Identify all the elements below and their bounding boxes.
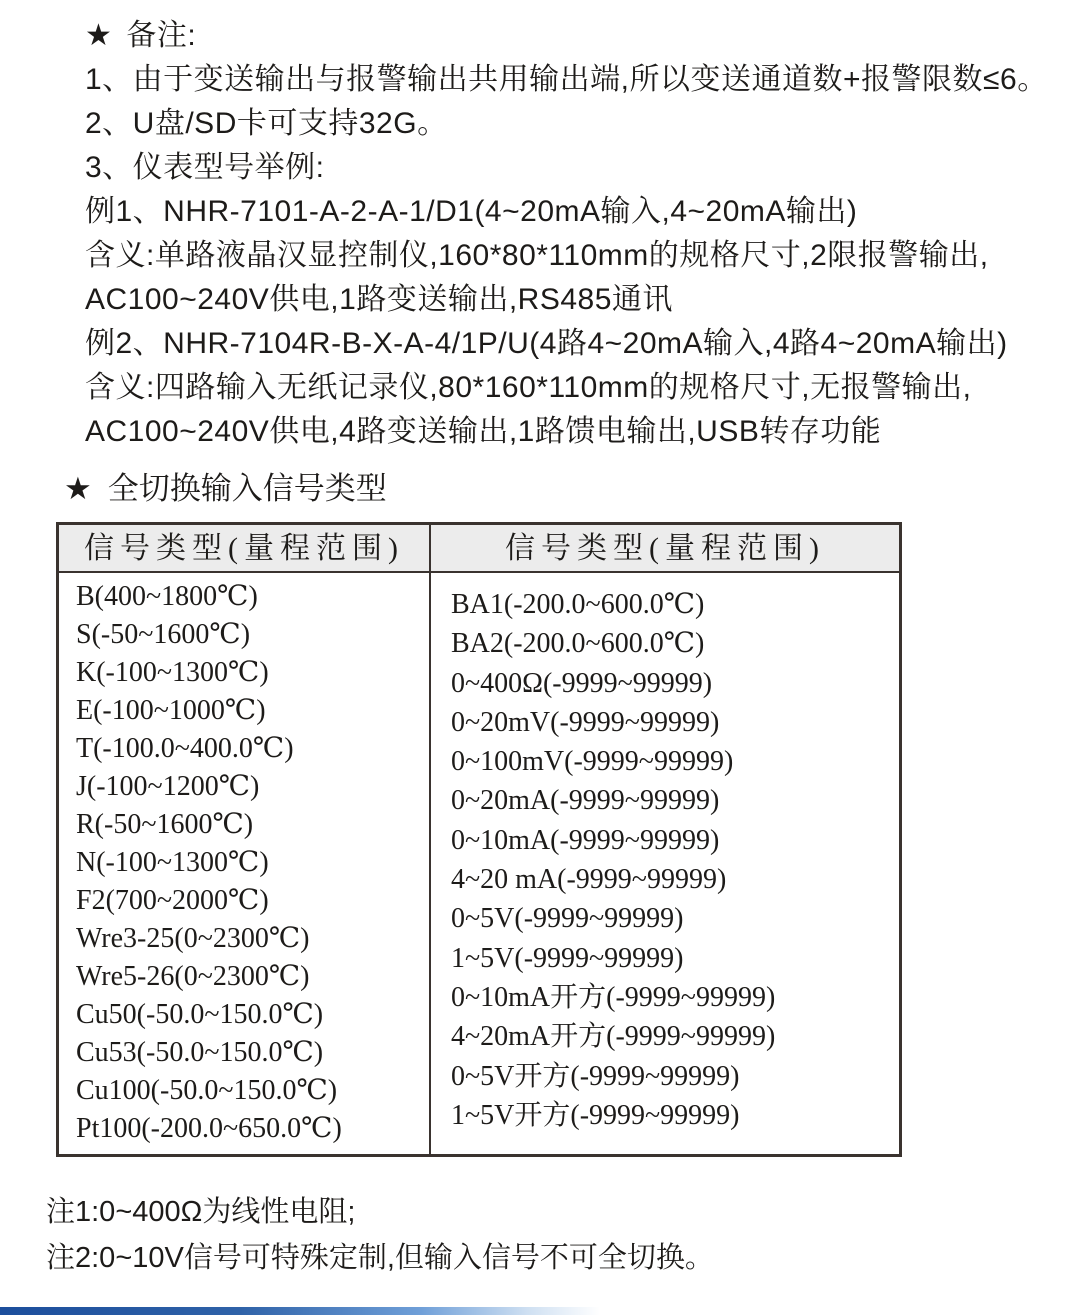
star-icon: ★	[85, 19, 113, 52]
table-row: 1~5V(-9999~99999)	[451, 942, 684, 974]
table-row: F2(700~2000℃)	[76, 885, 269, 916]
table-row: N(-100~1300℃)	[76, 847, 269, 878]
table-row: 0~400Ω(-9999~99999)	[451, 667, 713, 699]
table-header-row	[59, 525, 899, 573]
table-row: BA2(-200.0~600.0℃)	[451, 628, 705, 660]
remark-line: 例2、NHR-7104R-B-X-A-4/1P/U(4路4~20mA输入,4路4~20mA输出)	[85, 327, 1008, 360]
footer-gradient-bar	[0, 1307, 600, 1315]
table-row: 0~5V(-9999~99999)	[451, 903, 684, 935]
footnote: 注2:0~10V信号可特殊定制,但输入信号不可全切换。	[46, 1242, 714, 1274]
remark-line: 1、由于变送输出与报警输出共用输出端,所以变送通道数+报警限数≤6。	[85, 63, 1048, 96]
table-row: 0~100mV(-9999~99999)	[451, 746, 734, 778]
table-header-cell: 信号类型(量程范围)	[505, 532, 825, 565]
table-row: 0~20mA(-9999~99999)	[451, 785, 720, 817]
signal-section-heading	[64, 466, 1080, 512]
table-row: Pt100(-200.0~650.0℃)	[76, 1113, 342, 1144]
table-row: Cu100(-50.0~150.0℃)	[76, 1075, 338, 1106]
table-row: T(-100.0~400.0℃)	[76, 733, 294, 764]
table-row: K(-100~1300℃)	[76, 657, 269, 688]
table-row: B(400~1800℃)	[76, 581, 258, 612]
remark-line: 3、仪表型号举例:	[85, 151, 325, 184]
table-row: 1~5V开方(-9999~99999)	[451, 1099, 740, 1131]
remark-line: AC100~240V供电,1路变送输出,RS485通讯	[85, 283, 673, 316]
table-row: S(-50~1600℃)	[76, 619, 251, 650]
table-row: 4~20 mA(-9999~99999)	[451, 864, 727, 896]
table-row: R(-50~1600℃)	[76, 809, 254, 840]
remarks-title: 备注:	[126, 19, 197, 52]
table-row: Cu53(-50.0~150.0℃)	[76, 1037, 324, 1068]
table-row: Wre3-25(0~2300℃)	[76, 923, 310, 954]
table-row: 0~20mV(-9999~99999)	[451, 706, 720, 738]
table-row: J(-100~1200℃)	[76, 771, 260, 802]
remark-line: 2、U盘/SD卡可支持32G。	[85, 107, 448, 140]
table-row: 4~20mA开方(-9999~99999)	[451, 1021, 776, 1053]
table-row: E(-100~1000℃)	[76, 695, 266, 726]
table-row: 0~10mA(-9999~99999)	[451, 824, 720, 856]
remark-line: AC100~240V供电,4路变送输出,1路馈电输出,USB转存功能	[85, 415, 882, 448]
table-row: Cu50(-50.0~150.0℃)	[76, 999, 324, 1030]
table-header-cell: 信号类型(量程范围)	[59, 525, 431, 571]
table-footnotes	[46, 1189, 1080, 1281]
remark-line: 含义:四路输入无纸记录仪,80*160*110mm的规格尺寸,无报警输出,	[85, 371, 972, 404]
remark-line: 含义:单路液晶汉显控制仪,160*80*110mm的规格尺寸,2限报警输出,	[85, 239, 989, 272]
signal-section	[0, 466, 1080, 1281]
signal-section-title: 全切换输入信号类型	[107, 471, 387, 506]
remark-line: 例1、NHR-7101-A-2-A-1/D1(4~20mA输入,4~20mA输出)	[85, 195, 858, 228]
table-column-thermocouple	[59, 573, 431, 1154]
footnote: 注1:0~400Ω为线性电阻;	[46, 1196, 356, 1228]
table-row: 0~5V开方(-9999~99999)	[451, 1060, 740, 1092]
table-column-electrical	[431, 573, 899, 1154]
table-row: 0~10mA开方(-9999~99999)	[451, 981, 776, 1013]
table-body	[59, 573, 899, 1154]
signal-type-table	[56, 522, 902, 1157]
table-row: BA1(-200.0~600.0℃)	[451, 589, 705, 620]
table-row: Wre5-26(0~2300℃)	[76, 961, 310, 992]
remarks-heading	[85, 14, 1060, 58]
remarks-section	[85, 0, 1060, 454]
star-icon: ★	[64, 471, 92, 506]
